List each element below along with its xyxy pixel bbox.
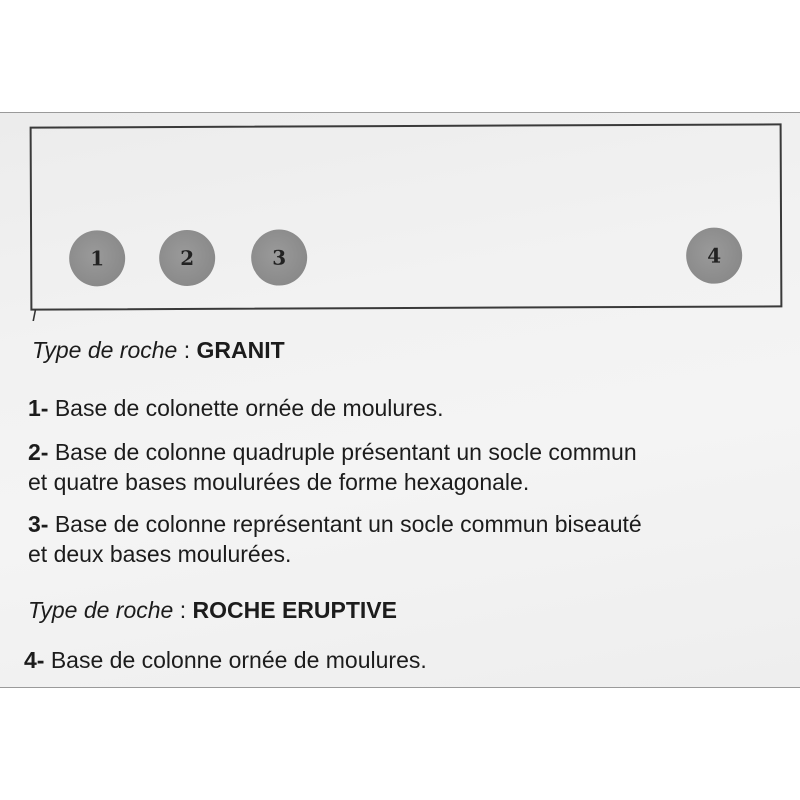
list-item xyxy=(28,507,642,541)
item-number: 3- xyxy=(28,511,49,537)
rock-type-separator: : xyxy=(173,597,193,623)
item-number: 2- xyxy=(28,439,49,465)
item-text: Base de colonne quadruple présentant un socle commun xyxy=(54,439,637,465)
rock-type-separator: : xyxy=(177,337,197,363)
rock-type-label: Type de roche xyxy=(32,337,178,363)
item-number: 1- xyxy=(28,395,49,421)
marker-label: 3 xyxy=(272,245,287,270)
item-text: et deux bases moulurées. xyxy=(28,541,292,567)
corner-mark: I xyxy=(32,306,37,325)
marker-label: 1 xyxy=(90,246,105,271)
list-item-continuation xyxy=(28,465,529,499)
location-marker-4 xyxy=(686,228,742,284)
rock-type-label: Type de roche xyxy=(28,597,174,623)
list-item xyxy=(28,391,444,425)
rock-type-value: GRANIT xyxy=(196,337,285,363)
item-text: Base de colonne ornée de moulures. xyxy=(50,647,427,673)
rock-type-value: ROCHE ERUPTIVE xyxy=(192,597,397,623)
item-text: Base de colonette ornée de moulures. xyxy=(54,395,444,421)
item-number: 4- xyxy=(24,647,45,673)
location-marker-2 xyxy=(159,230,215,286)
marker-label: 2 xyxy=(180,245,195,270)
rock-type-heading xyxy=(28,593,397,627)
marker-label: 4 xyxy=(707,243,722,268)
item-text: et quatre bases moulurées de forme hexagonale. xyxy=(28,469,530,495)
list-item-continuation xyxy=(28,537,291,571)
floor-plan xyxy=(30,123,783,310)
item-text: Base de colonne représentant un socle commun biseauté xyxy=(54,511,642,537)
location-marker-1 xyxy=(69,230,125,286)
list-item xyxy=(24,643,427,677)
rock-type-heading xyxy=(32,333,285,367)
list-item xyxy=(28,435,637,469)
location-marker-3 xyxy=(251,229,307,285)
